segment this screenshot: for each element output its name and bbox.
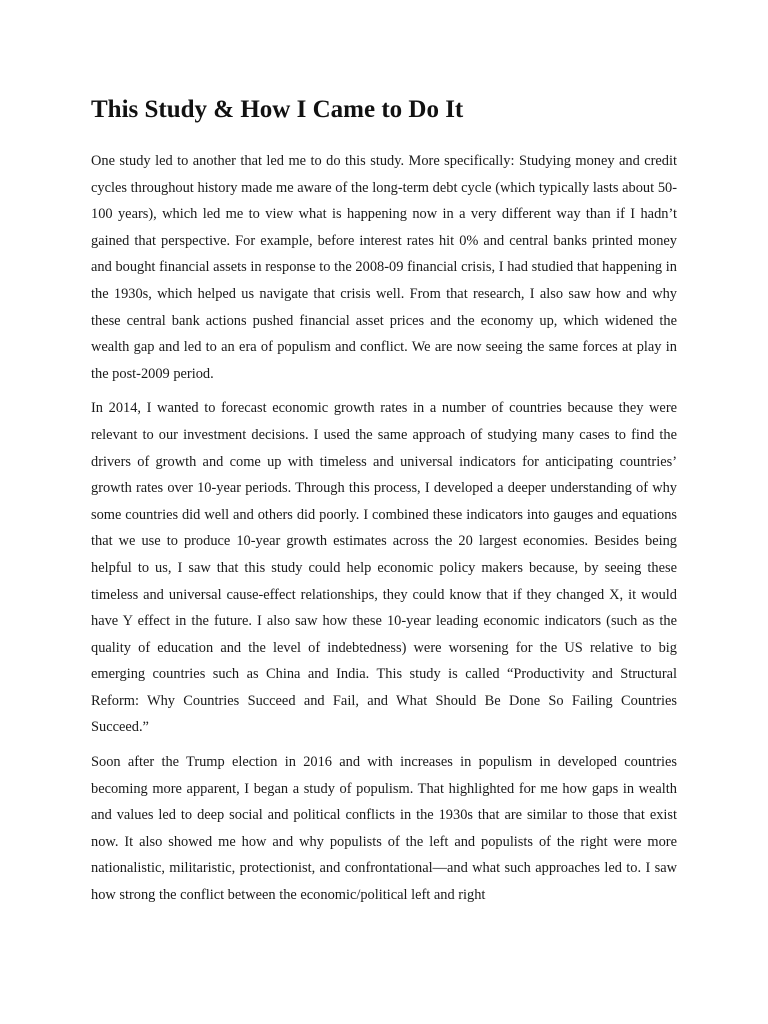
document-body	[91, 148, 677, 917]
paragraph-debt-cycle: One study led to another that led me to do this study. More specifically: Studying money and credit cycles throughout history made me aware of the long-term debt cycle (which typically lasts about 50-100 years), which led me to view what is happening now in a very different way than if I hadn’t gained that perspective. For example, before interest rates hit 0% and central banks printed money and bought financial assets in response to the 2008-09 financial crisis, I had studied that happening in the 1930s, which helped us navigate that crisis well. From that research, I also saw how and why these central bank actions pushed financial asset prices and the economy up, which widened the wealth gap and led to an era of populism and conflict. We are now seeing the same forces at play in the post-2009 period.	[91, 153, 677, 382]
page-title: This Study & How I Came to Do It	[91, 96, 464, 123]
paragraph-growth-forecast: In 2014, I wanted to forecast economic growth rates in a number of countries because they were relevant to our investment decisions. I used the same approach of studying many cases to find the drivers of growth and come up with timeless and universal indicators for anticipating countries’ growth rates over 10-year periods. Through this process, I developed a deeper understanding of why some countries did well and others did poorly. I combined these indicators into gauges and equations that we use to produce 10-year growth estimates across the 20 largest economies. Besides being helpful to us, I saw that this study could help economic policy makers because, by seeing these timeless and universal cause-effect relationships, they could know that if they changed X, it would have Y effect in the future. I also saw how these 10-year leading economic indicators (such as the quality of education and the level of indebtedness) were worsening for the US relative to big emerging countries such as China and India. This study is called “Productivity and Structural Reform: Why Countries Succeed and Fail, and What Should Be Done So Failing Countries Succeed.”	[91, 400, 677, 736]
paragraph-populism: Soon after the Trump election in 2016 and with increases in populism in developed countries becoming more apparent, I began a study of populism. That highlighted for me how gaps in wealth and values led to deep social and political conflicts in the 1930s that are similar to those that exist now. It also showed me how and why populists of the left and populists of the right were more nationalistic, militaristic, protectionist, and confrontational—and what such approaches led to. I saw how strong the conflict between the economic/political left and right	[91, 754, 677, 904]
